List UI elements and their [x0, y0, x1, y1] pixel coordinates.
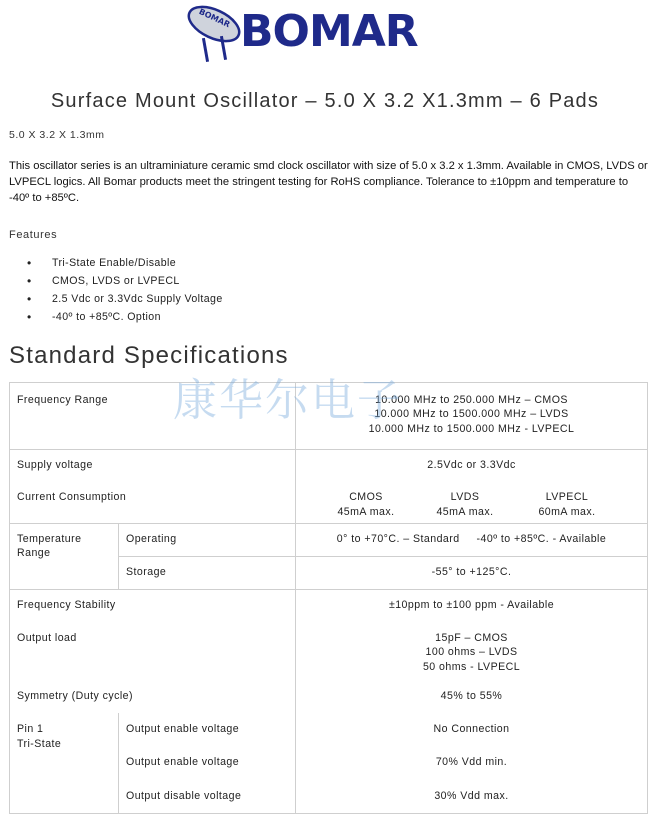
page-title: Surface Mount Oscillator – 5.0 X 3.2 X1.3mm – 6 Pads	[50, 90, 600, 112]
pin1-row-value: 70% Vdd min.	[435, 756, 508, 768]
freq-range-label: Frequency Range	[17, 394, 108, 406]
specs-table	[9, 382, 648, 814]
crystal-oscillator-icon	[182, 2, 248, 66]
temperature-label: Range	[17, 547, 51, 559]
current-col-value: 45mA max.	[436, 506, 494, 518]
feature-item: • CMOS, LVDS or LVPECL	[27, 272, 223, 290]
pin1-label: Tri-State	[17, 738, 62, 750]
temperature-label: Temperature	[17, 533, 82, 545]
feature-item: • 2.5 Vdc or 3.3Vdc Supply Voltage	[27, 290, 223, 308]
specs-heading: Standard Specifications	[9, 342, 289, 369]
divider	[118, 556, 647, 557]
output-load-line: 15pF – CMOS	[435, 632, 508, 644]
divider	[10, 449, 647, 450]
divider	[10, 523, 647, 524]
operating-label: Operating	[126, 533, 177, 545]
current-col-name: LVDS	[450, 491, 480, 503]
output-load-line: 50 ohms - LVPECL	[422, 661, 521, 673]
divider	[118, 713, 119, 813]
feature-item: • Tri-State Enable/Disable	[27, 254, 223, 272]
pin1-row-value: No Connection	[433, 723, 510, 735]
operating-value: 0° to +70°C. – Standard -40º to +85ºC. - Available	[336, 533, 607, 545]
freq-range-line: 10.000 MHz to 1500.000 MHz - LVPECL	[368, 423, 575, 435]
storage-value: -55° to +125°C.	[431, 566, 512, 578]
features-heading: Features	[9, 229, 58, 241]
pin1-row-value: 30% Vdd max.	[434, 790, 509, 802]
features-list	[27, 254, 223, 326]
watermark: 康华尔电子	[173, 375, 403, 426]
pin1-row-label: Output enable voltage	[126, 756, 240, 768]
current-col-value: 45mA max.	[337, 506, 395, 518]
size-subtitle: 5.0 X 3.2 X 1.3mm	[9, 129, 105, 141]
pin1-row-label: Output enable voltage	[126, 723, 240, 735]
description: This oscillator series is an ultraminiature ceramic smd clock oscillator with size of 5.0 x 3.2 x 1.3mm. Available in CMOS, LVDS or LVPECL logics. All Bomar products meet the stringent testing for RoHS compliance. Tolerance to ±10ppm and temperature to -40º to +85ºC.	[9, 160, 648, 204]
symmetry-value: 45% to 55%	[440, 690, 503, 702]
divider	[10, 589, 647, 590]
pin1-row-label: Output disable voltage	[126, 790, 242, 802]
symmetry-label: Symmetry (Duty cycle)	[17, 690, 133, 702]
freq-range-line: 10.000 MHz to 1500.000 MHz – LVDS	[374, 408, 569, 420]
output-load-label: Output load	[17, 632, 77, 644]
storage-label: Storage	[126, 566, 167, 578]
supply-value: 2.5Vdc or 3.3Vdc	[427, 459, 516, 471]
current-col-name: LVPECL	[545, 491, 589, 503]
badge-text: BOMAR	[197, 7, 232, 30]
current-col-name: CMOS	[349, 491, 383, 503]
brand-name: BOMAR	[240, 6, 418, 57]
pin1-label: Pin 1	[17, 723, 44, 735]
current-label: Current Consumption	[17, 491, 127, 503]
bomar-logo	[182, 2, 418, 66]
feature-item: • -40º to +85ºC. Option	[27, 308, 223, 326]
stability-label: Frequency Stability	[17, 599, 116, 611]
freq-range-line: 10.000 MHz to 250.000 MHz – CMOS	[375, 394, 568, 406]
output-load-line: 100 ohms – LVDS	[425, 646, 518, 658]
supply-label: Supply voltage	[17, 459, 93, 471]
current-col-value: 60mA max.	[538, 506, 596, 518]
stability-value: ±10ppm to ±100 ppm - Available	[388, 599, 555, 611]
